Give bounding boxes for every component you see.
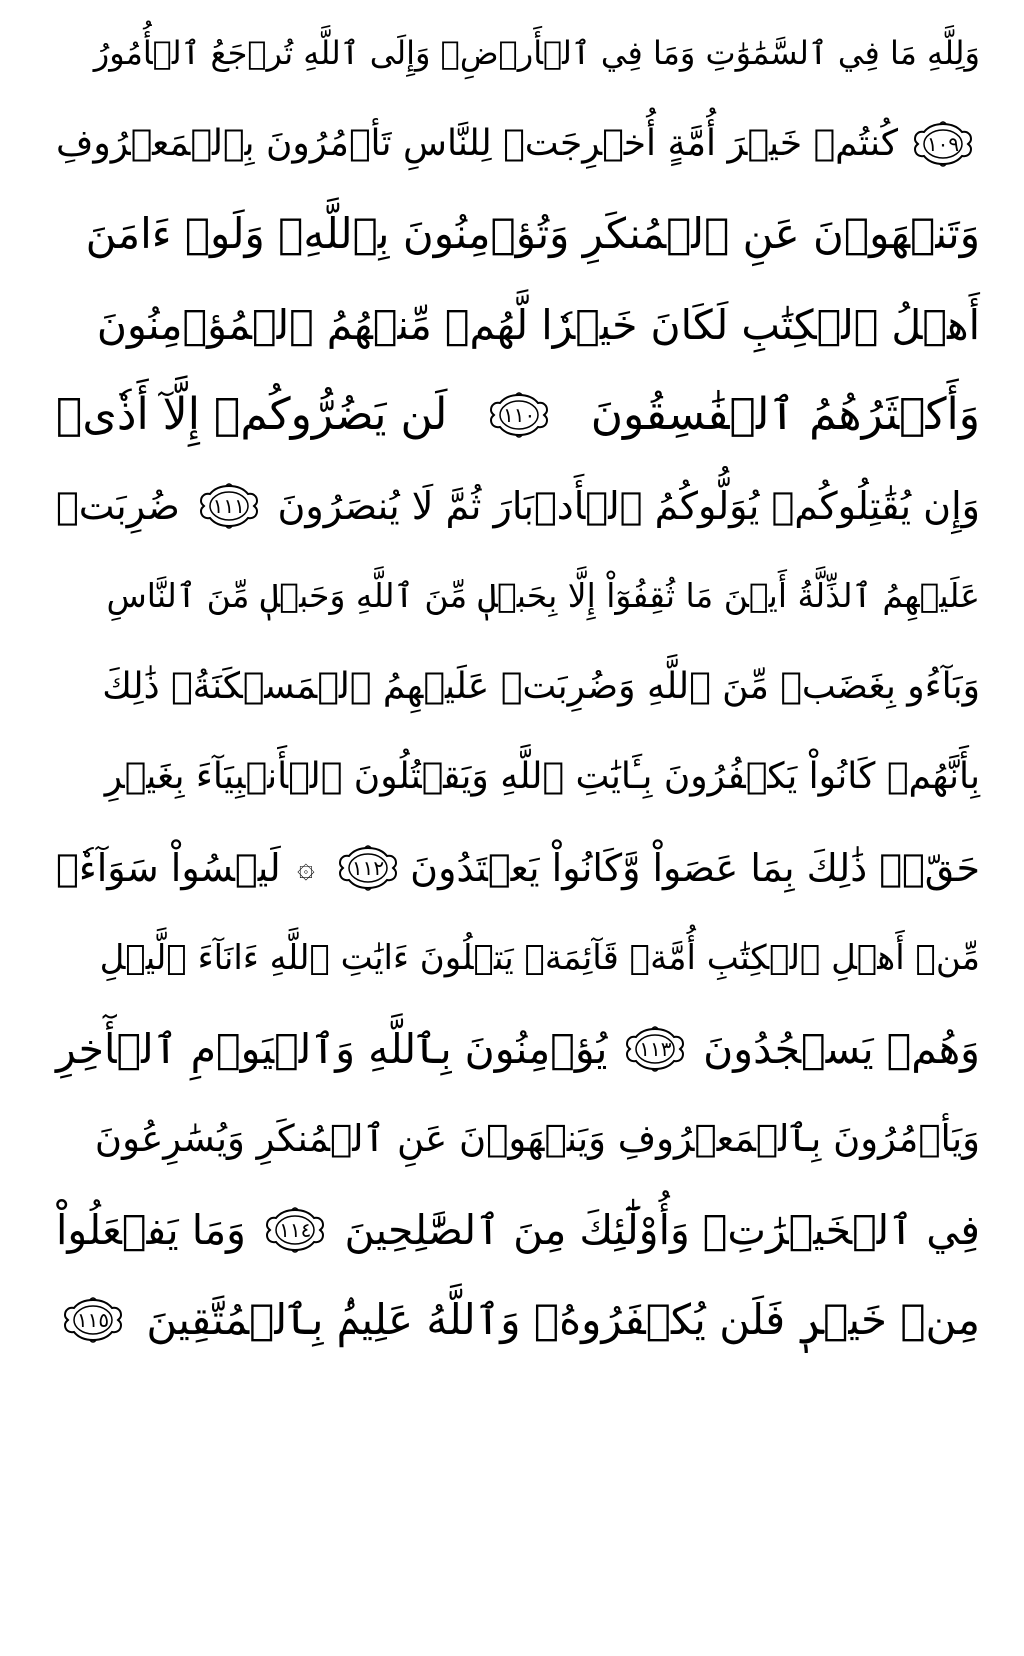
- verse-text: وَأَكۡثَرُهُمُ ٱلۡفَٰسِقُونَ: [590, 389, 980, 441]
- ayah-number-marker: [624, 1026, 686, 1072]
- verse-text: مِّنۡ أَهۡلِ ٱلۡكِتَٰبِ أُمَّةٞ قَآئِمَةٞ يَتۡلُونَ ءَايَٰتِ ٱللَّهِ ءَانَآءَ ٱلَّيۡلِ: [99, 938, 980, 979]
- verse-text: لَن يَضُرُّوكُمۡ إِلَّآ أَذٗىۖ: [56, 389, 448, 441]
- hizb-marker-icon: ۞: [297, 850, 315, 886]
- verse-text: لَيۡسُواْ سَوَآءٗۗ: [56, 845, 281, 890]
- verse-text: وَبَآءُو بِغَضَبٖ مِّنَ ٱللَّهِ وَضُرِبَتۡ عَلَيۡهِمُ ٱلۡمَسۡكَنَةُۚ ذَٰلِكَ: [102, 665, 980, 707]
- ayah-number: ١١٥: [76, 1308, 110, 1333]
- verse-text: وَلِلَّهِ مَا فِي ٱلسَّمَٰوَٰتِ وَمَا فِي ٱلۡأَرۡضِۚ وَإِلَى ٱللَّهِ تُرۡجَعُ ٱلۡأُمُورُ: [93, 34, 980, 73]
- verse-text: عَلَيۡهِمُ ٱلذِّلَّةُ أَيۡنَ مَا ثُقِفُوٓاْ إِلَّا بِحَبۡلٖ مِّنَ ٱللَّهِ وَحَبۡلٖ مِّنَ ٱلنَّاسِ: [106, 576, 980, 616]
- verse-line: [56, 551, 980, 642]
- verse-line: [56, 461, 980, 552]
- verse-lines: [56, 8, 980, 1366]
- ayah-number: ١١٤: [279, 1217, 312, 1242]
- verse-text: بِأَنَّهُمۡ كَانُواْ يَكۡفُرُونَ بِـَٔايَٰتِ ٱللَّهِ وَيَقۡتُلُونَ ٱلۡأَنۢبِيَآءَ بِغَيۡرِ: [104, 756, 980, 798]
- verse-line: [56, 1185, 980, 1276]
- verse-text: وَإِن يُقَٰتِلُوكُمۡ يُوَلُّوكُمُ ٱلۡأَدۡبَارَ ثُمَّ لَا يُنصَرُونَ: [277, 483, 980, 528]
- ayah-number: ١١٠: [502, 403, 536, 428]
- ayah-number-marker: [62, 1297, 124, 1343]
- verse-line: [56, 1094, 980, 1185]
- verse-text: وَتَنۡهَوۡنَ عَنِ ٱلۡمُنكَرِ وَتُؤۡمِنُونَ بِٱللَّهِۗ وَلَوۡ ءَامَنَ: [85, 209, 980, 259]
- verse-text: حَقّٖۚ ذَٰلِكَ بِمَا عَصَواْ وَّكَانُواْ يَعۡتَدُونَ: [410, 845, 980, 890]
- verse-line: [56, 1004, 980, 1095]
- verse-line: [56, 823, 980, 914]
- verse-text: وَمَا يَفۡعَلُواْ: [56, 1205, 246, 1254]
- ayah-number-marker: [198, 483, 260, 529]
- ayah-number-marker: [488, 392, 550, 438]
- verse-text: يُؤۡمِنُونَ بِٱللَّهِ وَٱلۡيَوۡمِ ٱلۡأٓخِرِ: [56, 1024, 608, 1073]
- ayah-number: ١١١: [212, 493, 245, 518]
- ayah-number: ١١٣: [639, 1036, 672, 1061]
- ayah-number-marker: [912, 121, 974, 167]
- verse-line: [56, 370, 980, 461]
- verse-line: [56, 8, 980, 99]
- verse-line: [56, 280, 980, 371]
- verse-text: ضُرِبَتۡ: [56, 483, 180, 528]
- ayah-number-marker: [264, 1207, 326, 1253]
- verse-line: [56, 99, 980, 190]
- verse-line: [56, 642, 980, 733]
- verse-line: [56, 913, 980, 1004]
- verse-text: مِنۡ خَيۡرٖ فَلَن يُكۡفَرُوهُۗ وَٱللَّهُ عَلِيمُۢ بِٱلۡمُتَّقِينَ: [146, 1295, 980, 1345]
- verse-text: وَيَأۡمُرُونَ بِٱلۡمَعۡرُوفِ وَيَنۡهَوۡنَ عَنِ ٱلۡمُنكَرِ وَيُسَٰرِعُونَ: [94, 1117, 980, 1161]
- verse-text: أَهۡلُ ٱلۡكِتَٰبِ لَكَانَ خَيۡرٗا لَّهُمۚ مِّنۡهُمُ ٱلۡمُؤۡمِنُونَ: [96, 300, 980, 349]
- verse-line: [56, 732, 980, 823]
- verse-text: فِي ٱلۡخَيۡرَٰتِۖ وَأُوْلَٰٓئِكَ مِنَ ٱلصَّٰلِحِينَ: [344, 1205, 980, 1254]
- verse-line: [56, 1275, 980, 1366]
- verse-text: وَهُمۡ يَسۡجُدُونَ: [703, 1024, 980, 1073]
- ayah-number: ١٠٩: [926, 131, 960, 156]
- ayah-number-marker: [337, 845, 399, 891]
- verse-text: كُنتُمۡ خَيۡرَ أُمَّةٍ أُخۡرِجَتۡ لِلنَّاسِ تَأۡمُرُونَ بِٱلۡمَعۡرُوفِ: [56, 122, 898, 164]
- ayah-number: ١١٢: [351, 855, 385, 880]
- verse-line: [56, 189, 980, 280]
